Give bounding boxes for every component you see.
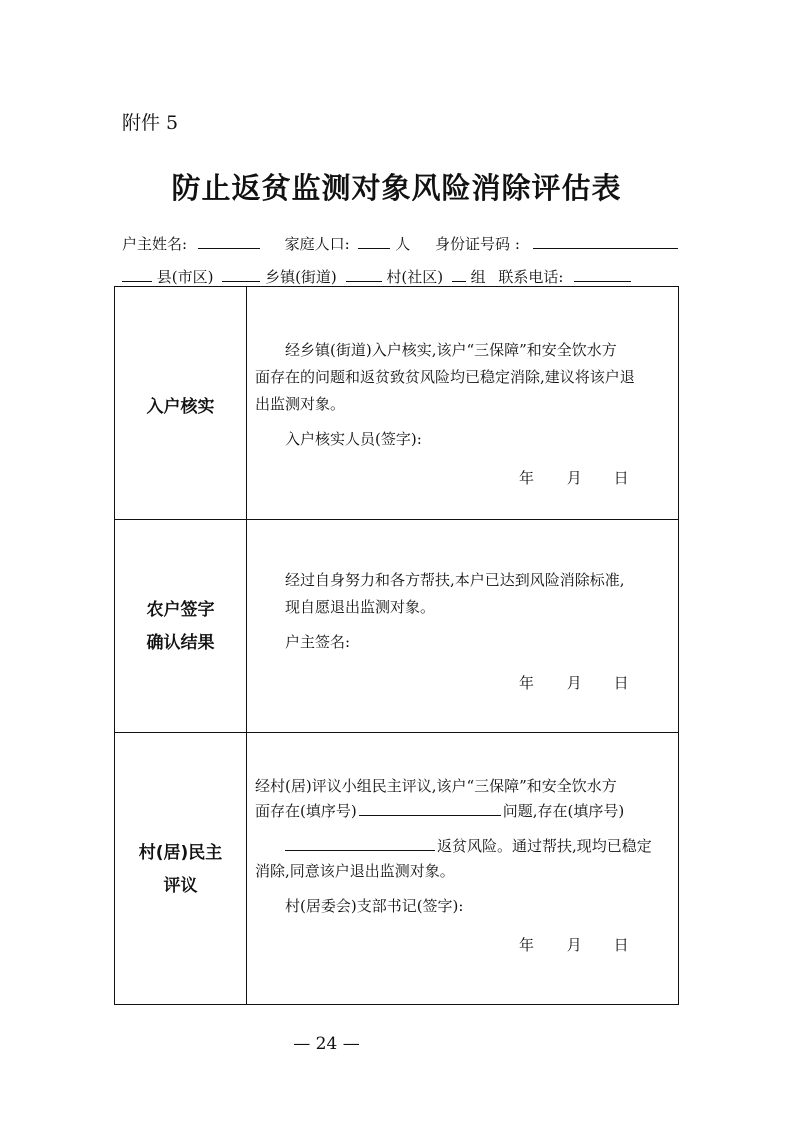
issues-field[interactable] [359,801,501,816]
village-field[interactable] [346,267,382,282]
household-head-name-field[interactable] [198,234,260,249]
date-year: 年 [519,674,535,692]
group-label: 组 [470,268,486,286]
verifier-signature-label: 入户核实人员(签字): [285,430,422,448]
table-row-divider [115,732,678,733]
date-year: 年 [519,469,535,487]
family-size-unit: 人 [395,235,411,253]
household-head-signature-label: 户主签名: [285,633,351,651]
date-month: 月 [566,674,582,692]
table-row-divider [115,519,678,520]
county-label: 县(市区) [156,268,214,286]
risks-field[interactable] [285,836,435,851]
info-row-2 [122,266,631,287]
section-label-village-review: 村(居)民主 评议 [138,843,223,896]
assessment-table [114,286,679,1005]
group-field[interactable] [452,267,466,282]
date-day: 日 [613,936,629,954]
id-number-label: 身份证号码 : [435,235,520,253]
household-verification-text: 经乡镇(街道)入户核实,该户“三保障”和安全饮水方 面存在的问题和返贫致贫风险均已稳定消除,建议将该户退 出监测对象。 入户核实人员(签字): [255,337,635,453]
phone-field[interactable] [574,267,631,282]
farmer-confirmation-text: 经过自身努力和各方帮扶,本户已达到风险消除标准, 现自愿退出监测对象。 户主签名: [255,567,625,656]
attachment-label: 附件 5 [122,112,179,134]
village-review-text: 经村(居)评议小组民主评议,该户“三保障”和安全饮水方 面存在(填序号) 问题,存在(填序号) 返贫风险。通过帮扶,现均已稳定 消除,同意该户退出监测对象。 村(居委会)支部书记(签字): [255,774,652,919]
phone-label: 联系电话: [498,268,564,286]
date-month: 月 [566,469,582,487]
id-number-field[interactable] [533,234,678,249]
date-day: 日 [613,469,629,487]
date-row [519,670,629,697]
date-month: 月 [566,936,582,954]
village-label: 村(社区) [386,268,444,286]
page-number: — 24 — [293,1034,360,1054]
county-field[interactable] [122,267,152,282]
family-size-field[interactable] [358,234,390,249]
date-row [519,932,629,959]
table-column-divider [246,287,247,1004]
date-day: 日 [613,674,629,692]
household-head-name-label: 户主姓名: [122,235,188,253]
date-year: 年 [519,936,535,954]
section-label-household-verification: 入户核实 [146,397,215,417]
date-row [519,465,629,492]
party-secretary-signature-label: 村(居委会)支部书记(签字): [285,897,464,915]
section-label-farmer-confirmation: 农户签字 确认结果 [146,600,215,653]
town-label: 乡镇(街道) [265,268,337,286]
info-row-1 [122,233,678,254]
town-field[interactable] [222,267,260,282]
family-size-label: 家庭人口: [284,235,350,253]
document-title: 防止返贫监测对象风险消除评估表 [171,171,622,205]
